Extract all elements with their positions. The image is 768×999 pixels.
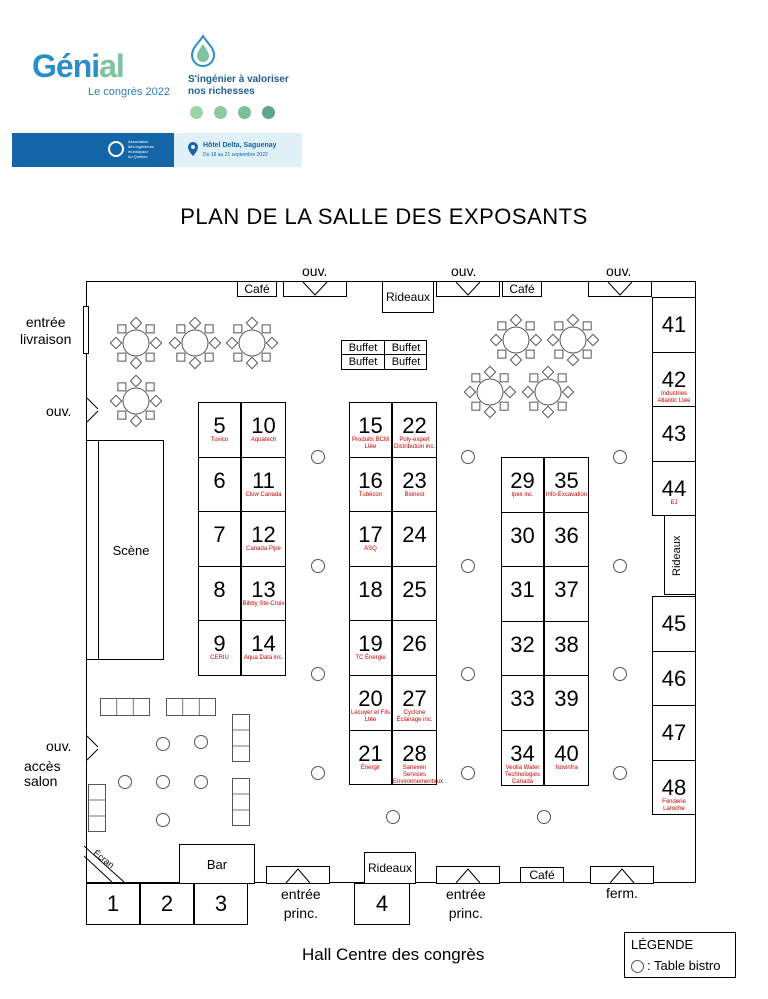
booth-24 xyxy=(392,511,437,567)
door-label: ouv. xyxy=(302,263,328,279)
exhibitor-name: Veolia Water Technologies Canada xyxy=(504,765,541,785)
booth-number: 21 xyxy=(358,740,383,766)
curtain-label: Rideaux xyxy=(364,852,416,884)
booth-8 xyxy=(198,566,241,622)
booth-26 xyxy=(392,620,437,676)
booth-3 xyxy=(194,883,248,925)
double-door-icon xyxy=(283,281,347,302)
exhibitor-name: Clow Canada xyxy=(245,491,282,498)
booth-number: 15 xyxy=(358,413,383,438)
booth-number: 12 xyxy=(251,522,276,548)
delivery-door xyxy=(83,306,89,354)
lounge-access-label: accès salon xyxy=(24,758,61,789)
leaf-theme-icon xyxy=(262,106,275,119)
booth-38 xyxy=(544,621,589,677)
exhibitor-name: CERIU xyxy=(210,655,229,662)
exhibitor-name: Bionest xyxy=(404,491,425,498)
booth-20 xyxy=(349,675,392,731)
closed-door-label: ferm. xyxy=(606,885,638,901)
booth-36 xyxy=(544,512,589,568)
booth-number: 37 xyxy=(554,577,579,603)
door-label: ouv. xyxy=(451,263,477,279)
booth-30 xyxy=(501,512,544,568)
booth-1 xyxy=(86,883,140,925)
venue-name: Hôtel Delta, Saguenay xyxy=(203,142,277,149)
banner-venue xyxy=(174,133,302,167)
booth-48 xyxy=(652,760,696,816)
booth-45 xyxy=(652,596,696,652)
legend xyxy=(624,932,736,978)
buffet-table: Buffet xyxy=(342,341,385,355)
bistro-table-icon xyxy=(631,960,644,973)
single-door-icon xyxy=(86,735,100,766)
booth-7 xyxy=(198,511,241,567)
booth-number: 30 xyxy=(510,522,535,548)
booth-number: 16 xyxy=(358,467,383,493)
booth-34 xyxy=(501,730,544,786)
booth-6 xyxy=(198,457,241,513)
buffet-table: Buffet xyxy=(391,356,421,368)
sofa xyxy=(88,784,106,832)
booth-40 xyxy=(544,730,589,786)
booth-number: 36 xyxy=(554,522,579,548)
booth-19 xyxy=(349,620,392,676)
booth-number: 26 xyxy=(402,631,427,657)
booth-number: 25 xyxy=(402,576,427,602)
exhibitor-name: Bibby Ste-Croix xyxy=(242,600,285,607)
single-door-icon xyxy=(86,397,100,428)
plan-title: PLAN DE LA SALLE DES EXPOSANTS xyxy=(180,204,588,229)
stage: Scène xyxy=(98,440,164,660)
booth-number: 10 xyxy=(251,413,276,438)
aimq-icon xyxy=(108,141,124,157)
water-theme-icon xyxy=(190,106,203,119)
booth-44 xyxy=(652,461,696,517)
booth-number: 24 xyxy=(402,522,427,548)
event-dates: Du 18 au 21 septembre 2022 xyxy=(203,152,268,158)
booth-4 xyxy=(354,883,410,925)
booth-number: 19 xyxy=(358,631,383,657)
exhibitor-name: EJ xyxy=(670,499,678,506)
booth-number: 1 xyxy=(106,891,120,916)
exhibitor-name: Ipex inc. xyxy=(511,492,534,498)
booth-number: 5 xyxy=(213,413,226,438)
screen-label: Écran xyxy=(91,847,117,871)
booth-32 xyxy=(501,621,544,677)
main-entrance-label: entrée princ. xyxy=(281,886,321,921)
bar: Bar xyxy=(179,844,255,884)
buffet-table: Buffet xyxy=(342,355,385,369)
exhibitor-name: Aquatech xyxy=(250,437,277,443)
location-pin-icon xyxy=(188,142,198,161)
buffet-table: Buffet xyxy=(385,341,427,355)
exhibitor-name: Tubécon xyxy=(358,491,383,498)
booth-47 xyxy=(652,705,696,761)
booth-number: 9 xyxy=(213,631,226,657)
booth-number: 44 xyxy=(661,475,687,501)
water-drop-icon xyxy=(186,34,220,73)
booth-number: 46 xyxy=(661,665,687,691)
booth-42 xyxy=(652,352,696,408)
booth-number: 4 xyxy=(375,891,389,916)
booth-number: 33 xyxy=(510,686,535,712)
booth-16 xyxy=(349,457,392,513)
booth-11 xyxy=(241,457,286,513)
booth-number: 22 xyxy=(402,413,427,438)
booth-number: 29 xyxy=(510,468,535,493)
delivery-entrance-label: entrée livraison xyxy=(20,314,72,347)
booth-number: 8 xyxy=(213,576,226,602)
booth-number: 27 xyxy=(402,686,427,711)
booth-21 xyxy=(349,730,392,786)
booth-41 xyxy=(652,297,696,353)
booth-number: 45 xyxy=(661,611,687,636)
booth-31 xyxy=(501,566,544,622)
booth-number: 41 xyxy=(661,312,687,337)
exhibitor-name: ASQ xyxy=(364,546,377,553)
booth-28 xyxy=(392,730,444,786)
booth-37 xyxy=(544,566,589,622)
booth-number: 13 xyxy=(251,576,276,602)
tagline: S'ingénier à valoriser nos richesses xyxy=(188,74,289,97)
booth-46 xyxy=(652,651,696,707)
booth-number: 43 xyxy=(661,421,687,446)
door-label: ouv. xyxy=(46,738,72,754)
stage-steps xyxy=(86,440,98,660)
booth-35 xyxy=(544,457,589,513)
exhibitor-name: Industries Atlantic Ltée xyxy=(657,390,691,404)
booth-25 xyxy=(392,566,437,622)
exhibitor-name: Cyclone Éclairage inc. xyxy=(396,710,433,723)
booth-number: 40 xyxy=(554,741,579,766)
right-curtain xyxy=(664,515,696,595)
booth-number: 2 xyxy=(160,891,174,916)
booth-number: 17 xyxy=(358,522,383,548)
booth-number: 42 xyxy=(661,366,687,392)
booth-23 xyxy=(392,457,437,513)
exhibitor-name: Aqua Data inc. xyxy=(243,655,284,662)
hall-label: Hall Centre des congrès xyxy=(302,945,485,964)
door-label: ouv. xyxy=(606,263,632,279)
booth-2 xyxy=(140,883,194,925)
double-door-icon xyxy=(436,281,500,302)
booth-number: 7 xyxy=(213,522,226,548)
exhibitor-name: Info-Excavation xyxy=(545,492,588,498)
booth-number: 28 xyxy=(402,740,427,766)
booth-9 xyxy=(198,620,241,676)
booth-number: 47 xyxy=(661,720,687,745)
waste-theme-icon xyxy=(214,106,227,119)
double-door-icon xyxy=(588,281,652,302)
exhibitor-name: Novinfra xyxy=(555,765,578,771)
booth-17 xyxy=(349,511,392,567)
booth-number: 38 xyxy=(554,631,579,657)
booth-13 xyxy=(241,566,286,622)
booth-14 xyxy=(241,620,286,676)
sofa xyxy=(232,714,250,762)
booth-number: 39 xyxy=(554,686,579,712)
booth-27 xyxy=(392,675,437,731)
booth-number: 3 xyxy=(214,891,228,916)
booth-33 xyxy=(501,675,544,731)
logo-wordmark: Génial xyxy=(32,48,124,84)
booth-5 xyxy=(198,402,241,458)
booth-number: 20 xyxy=(358,686,383,711)
curtain-label: Rideaux xyxy=(671,535,683,576)
booth-10 xyxy=(241,402,286,458)
door-label: ouv. xyxy=(46,403,72,419)
curtain-label: Rideaux xyxy=(382,281,434,313)
booth-43 xyxy=(652,406,696,462)
booth-39 xyxy=(544,675,589,731)
exhibitor-name: Poly-expert Distribution inc. xyxy=(393,437,435,450)
booth-18 xyxy=(349,566,392,622)
exhibitor-name: Énergir xyxy=(360,764,381,771)
main-entrance-label: entrée princ. xyxy=(446,886,486,921)
exhibitor-name: Fonderie Laroche xyxy=(662,798,686,812)
exhibitor-name: Canada Pipe xyxy=(246,546,281,553)
cafe-station: Café xyxy=(237,281,277,297)
buffet-block xyxy=(341,340,427,370)
exhibitor-name: Tuvico xyxy=(210,437,229,443)
booth-22 xyxy=(392,402,437,458)
exhibitor-name: Produits BCM Ltée xyxy=(351,437,389,450)
exhibitor-name: Lécuyer et Fils Ltée xyxy=(350,710,390,723)
assoc-name: Association des ingénieurs municipaux du Québec xyxy=(128,139,155,159)
screen xyxy=(84,844,128,871)
booth-number: 14 xyxy=(251,631,276,657)
booth-29 xyxy=(501,457,544,513)
genial-logo xyxy=(32,48,124,85)
sofa xyxy=(100,698,150,716)
booth-12 xyxy=(241,511,286,567)
booth-number: 6 xyxy=(213,467,226,493)
booth-15 xyxy=(349,402,392,458)
logo-subtitle: Le congrès 2022 xyxy=(88,86,170,98)
booth-number: 23 xyxy=(402,467,427,493)
sofa xyxy=(166,698,216,716)
sofa xyxy=(232,778,250,826)
booth-number: 34 xyxy=(510,741,535,766)
exhibitor-name: TC Énergie xyxy=(355,655,386,662)
booth-number: 31 xyxy=(510,577,535,603)
booth-number: 18 xyxy=(358,576,383,602)
energy-theme-icon xyxy=(238,106,251,119)
booth-number: 35 xyxy=(554,468,579,493)
cafe-station: Café xyxy=(520,867,564,883)
banner-assoc xyxy=(12,133,174,167)
cafe-station: Café xyxy=(502,281,542,297)
booth-number: 11 xyxy=(252,467,275,493)
legend-title: LÉGENDE xyxy=(631,937,694,952)
exhibitor-name: Sanexen Services Environnementaux xyxy=(393,764,444,785)
legend-item: : Table bistro xyxy=(647,958,721,973)
booth-number: 48 xyxy=(661,774,687,800)
booth-number: 32 xyxy=(510,631,535,657)
